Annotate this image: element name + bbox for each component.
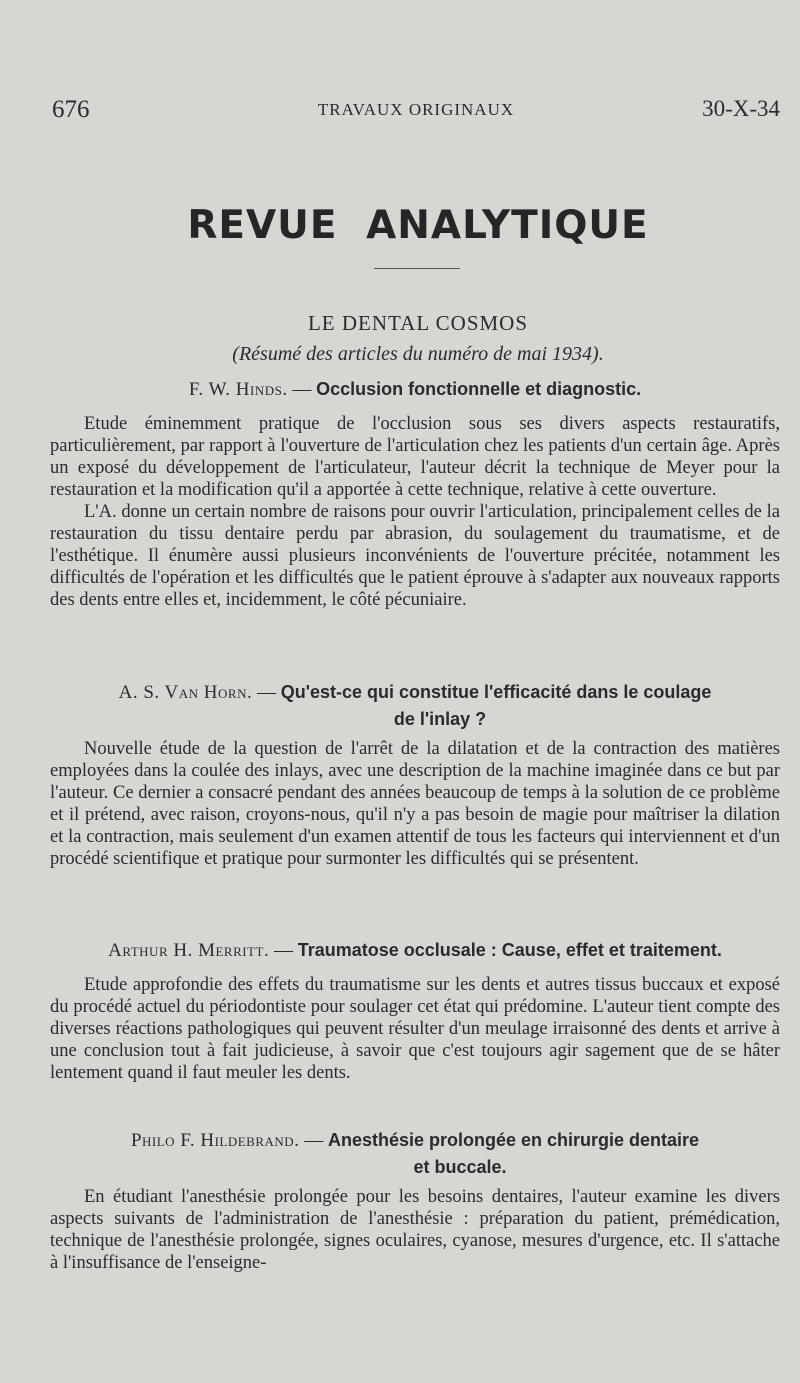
article-heading: [45, 937, 785, 964]
journal-name: LE DENTAL COSMOS: [307, 311, 529, 335]
paragraph: Nouvelle étude de la question de l'arrêt de la dilatation et de la contraction des matières employées dans la coulée des inlays, avec une description de la machine imaginée dans ce but par l'auteur. Ce dernier a consacré pendant des années beaucoup de temps à la solution de ce problème et il prétend, avec raison, croyons-nous, qu'il n'y a pas besoin de magie pour maîtriser la dilation et la contraction, mais seulement d'un examen attentif de tous les facteurs qui interviennent et d'un procédé scientifique et pratique pour surmonter les difficultés qui se présentent.: [50, 739, 780, 869]
issue-date: 30-X-34: [702, 96, 780, 121]
article-author: Arthur H. Merritt.: [108, 940, 270, 961]
article-title: Anesthésie prolongée en chirurgie dentaire: [327, 1130, 700, 1150]
page-title: REVUE ANALYTIQUE: [187, 203, 649, 248]
heading-dash: —: [292, 379, 312, 400]
article-title: Traumatose occlusale : Cause, effet et traitement.: [297, 940, 722, 960]
paragraph: En étudiant l'anesthésie prolongée pour les besoins dentaires, l'auteur examine les divers aspects suivants de l'administration de l'anesthésie : préparation du patient, prémédication, technique de l'anesthésie prolongée, signes oculaires, cyanose, mesures d'urgence, etc. Il s'attache à l'insuffisance de l'enseigne-: [50, 1187, 780, 1273]
article-body: [50, 1186, 780, 1274]
paragraph: Etude approfondie des effets du traumatisme sur les dents et autres tissus buccaux et exposé du procédé actuel du périodontiste pour soulager cet état qui prédomine. L'auteur tient compte des diverses réactions pathologiques qui peuvent résulter d'un meulage irraisonné des dents et arrive à une conclusion tout à fait judicieuse, à savoir que c'est toujours agir sagement que de se hâter lentement quand il faut meuler les dents.: [50, 975, 780, 1083]
issue-summary: (Résumé des articles du numéro de mai 1934).: [232, 343, 604, 365]
article-heading: [45, 679, 785, 733]
article-title-continued: de l'inlay ?: [393, 709, 487, 729]
article-author: F. W. Hinds.: [188, 379, 288, 400]
paragraph: L'A. donne un certain nombre de raisons pour ouvrir l'articulation, principalement celles de la restauration du tissu dentaire perdu par abrasion, du soulagement du traumatisme, et de l'esthétique. Il énumère aussi plusieurs inconvénients de l'ouverture précitée, notamment les difficultés de l'opération et les difficultés que le patient éprouve à s'adapter aux nouveaux rapports des dents entre elles et, incidemment, le côté pécuniaire.: [50, 502, 780, 610]
page-number: 676: [52, 96, 90, 123]
heading-dash: —: [304, 1130, 324, 1151]
article-title-continued: et buccale.: [413, 1157, 507, 1177]
title-rule: [374, 268, 460, 269]
page-header: [52, 96, 780, 126]
paragraph: Etude éminemment pratique de l'occlusion sous ses divers aspects restauratifs, particulièrement, par rapport à l'ouverture de l'articulation chez les patients d'un certain âge. Après un exposé du développement de l'articulateur, l'auteur décrit la technique de Meyer pour la restauration et la modification qu'il a apportée à cette technique, relative à cette ouverture.: [50, 414, 780, 500]
article-author: Philo F. Hildebrand.: [130, 1130, 300, 1151]
article-body: [50, 974, 780, 1084]
heading-dash: —: [256, 682, 276, 703]
article-body: [50, 413, 780, 611]
running-title: TRAVAUX ORIGINAUX: [317, 100, 515, 119]
article-author: A. S. Van Horn.: [118, 682, 253, 703]
article-title: Occlusion fonctionnelle et diagnostic.: [316, 379, 642, 399]
article-body: [50, 738, 780, 870]
article-title: Qu'est-ce qui constitue l'efficacité dans le coulage: [280, 682, 712, 702]
heading-dash: —: [273, 940, 293, 961]
article-heading: [45, 1127, 785, 1181]
article-heading: [45, 376, 785, 403]
